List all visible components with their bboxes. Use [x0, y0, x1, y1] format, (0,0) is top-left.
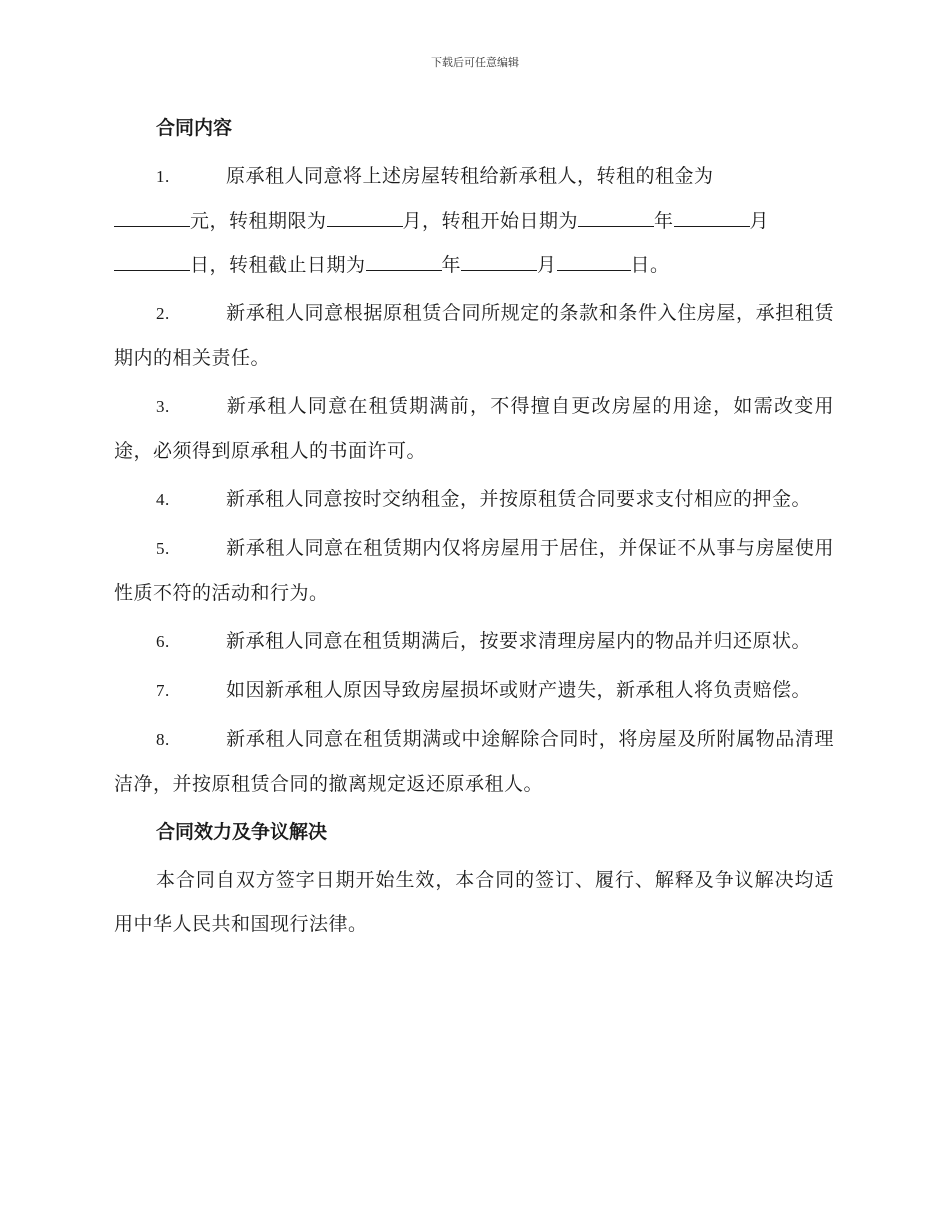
- clause-2: [114, 291, 834, 380]
- clause-7: [114, 668, 834, 713]
- clause-8: [114, 717, 834, 806]
- clause-1: [114, 154, 834, 287]
- clause-text: 日，转租截止日期为: [190, 254, 366, 276]
- clause-text: 月，转租开始日期为: [402, 210, 579, 232]
- clause-6: [114, 619, 834, 664]
- section-heading-contract-content: 合同内容: [156, 117, 233, 139]
- clause-number: 1.: [156, 167, 170, 186]
- clause-text: 新承租人同意根据原租赁合同所规定的条款和条件入住房屋，承担租赁期内的相关责任。: [114, 302, 834, 369]
- clause-text: 原承租人同意将上述房屋转租给新承租人，转租的租金为: [226, 165, 714, 187]
- clause-text: 日。: [630, 254, 670, 276]
- clause-number: 4.: [156, 490, 170, 509]
- rent-amount-blank[interactable]: [114, 208, 190, 227]
- clause-number: 2.: [156, 304, 170, 323]
- start-day-blank[interactable]: [114, 252, 190, 271]
- clause-3: [114, 384, 834, 473]
- clause-text: 元，转租期限为: [190, 210, 327, 232]
- clause-text: 月: [749, 210, 770, 232]
- end-year-blank[interactable]: [366, 252, 442, 271]
- clause-text: 新承租人同意在租赁期满或中途解除合同时，将房屋及所附属物品清理洁净，并按原租赁合同的撤离规定返还原承租人。: [114, 728, 834, 795]
- clause-text: 月: [537, 254, 557, 276]
- clause-text: 新承租人同意在租赁期满后，按要求清理房屋内的物品并归还原状。: [226, 630, 812, 652]
- page-header-note: 下载后可任意编辑: [431, 56, 519, 69]
- term-months-blank[interactable]: [327, 208, 403, 227]
- clause-5: [114, 526, 834, 615]
- clause-text: 如因新承租人原因导致房屋损坏或财产遗失，新承租人将负责赔偿。: [226, 679, 812, 701]
- clause-number: 6.: [156, 632, 170, 651]
- clause-text: 新承租人同意在租赁期内仅将房屋用于居住，并保证不从事与房屋使用性质不符的活动和行为。: [114, 537, 834, 604]
- clause-text: 新承租人同意在租赁期满前，不得擅自更改房屋的用途，如需改变用途，必须得到原承租人的书面许可。: [114, 395, 834, 462]
- end-month-blank[interactable]: [461, 252, 537, 271]
- clause-text: 年: [654, 210, 674, 232]
- clause-text: 年: [441, 254, 462, 276]
- section-heading-validity-disputes: 合同效力及争议解决: [156, 821, 328, 843]
- clause-text: 新承租人同意按时交纳租金，并按原租赁合同要求支付相应的押金。: [226, 488, 812, 510]
- start-year-blank[interactable]: [578, 208, 654, 227]
- start-month-blank[interactable]: [674, 208, 750, 227]
- clause-number: 8.: [156, 730, 170, 749]
- document-body: [114, 106, 834, 950]
- clause-number: 3.: [156, 397, 170, 416]
- clause-number: 5.: [156, 539, 170, 558]
- clause-4: [114, 477, 834, 522]
- validity-paragraph: 本合同自双方签字日期开始生效，本合同的签订、履行、解释及争议解决均适用中华人民共和国现行法律。: [114, 869, 834, 935]
- clause-number: 7.: [156, 681, 170, 700]
- end-day-blank[interactable]: [557, 252, 631, 271]
